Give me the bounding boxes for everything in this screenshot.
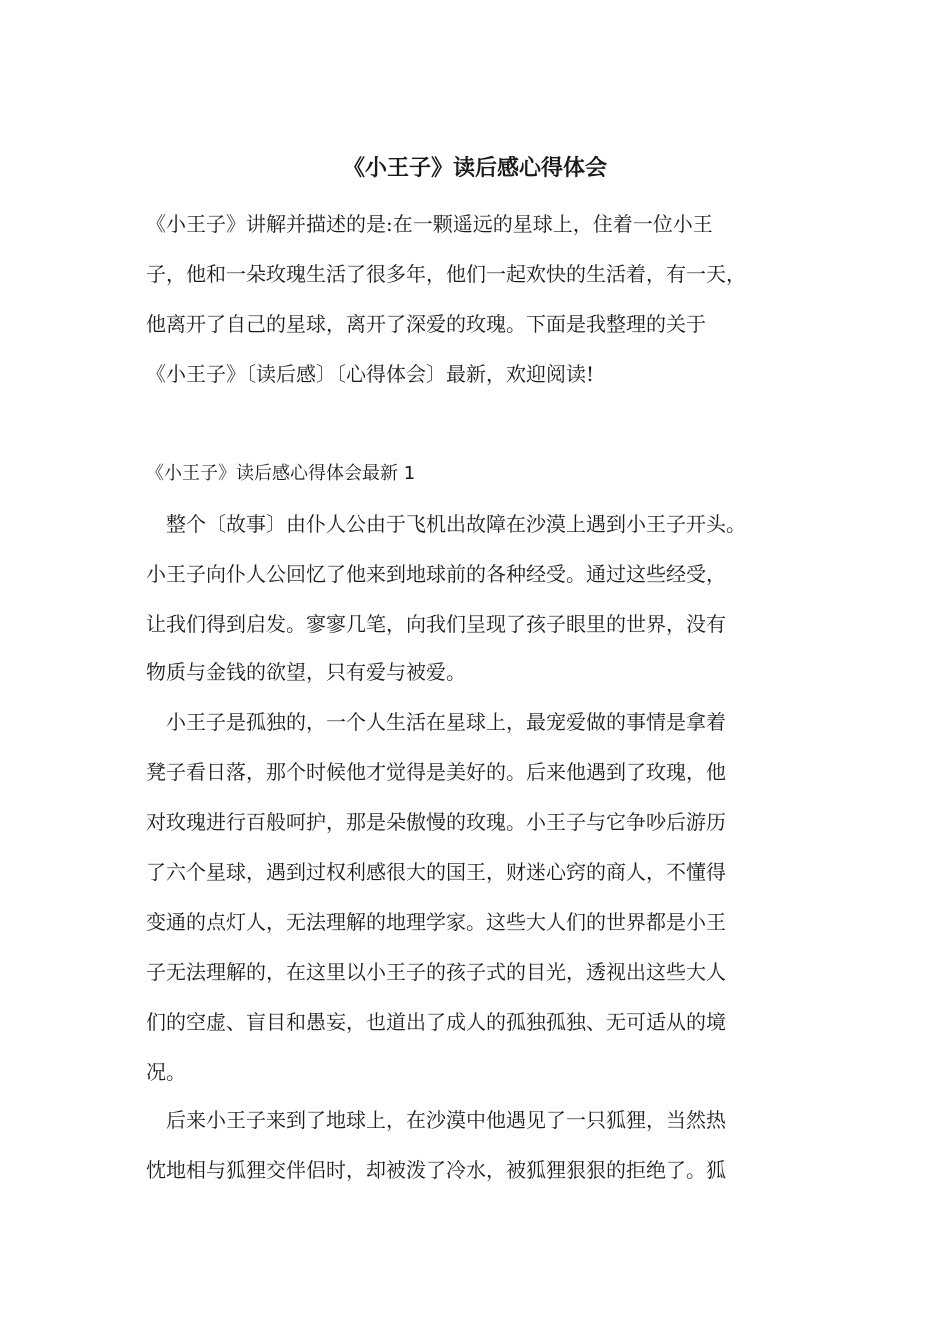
document-title: 《小王子》读后感心得体会 [342,156,607,181]
body-line: 了六个星球，遇到过权利感很大的国王，财迷心窍的商人，不懂得 [146,860,726,884]
body-line: 《小王子》讲解并描述的是:在一颗遥远的星球上，住着一位小王 [146,212,713,236]
body-line: 他离开了自己的星球，离开了深爱的玫瑰。下面是我整理的关于 [146,312,706,336]
body-line: 物质与金钱的欲望，只有爱与被爱。 [146,660,466,684]
body-line: 子无法理解的，在这里以小王子的孩子式的目光，透视出这些大人 [146,960,726,984]
body-line: 小王子向仆人公回忆了他来到地球前的各种经受。通过这些经受， [146,562,726,586]
body-line: 们的空虚、盲目和愚妄，也道出了成人的孤独孤独、无可适从的境 [146,1010,726,1034]
body-line: 况。 [146,1060,186,1084]
body-line: 整个〔故事〕由仆人公由于飞机出故障在沙漠上遇到小王子开头。 [166,512,746,536]
section-heading: 《小王子》读后感心得体会最新 1 [146,463,416,484]
body-line: 对玫瑰进行百般呵护，那是朵傲慢的玫瑰。小王子与它争吵后游历 [146,810,726,834]
body-line: 子，他和一朵玫瑰生活了很多年，他们一起欢快的生活着，有一天， [146,262,746,286]
body-line: 《小王子》〔读后感〕〔心得体会〕最新，欢迎阅读! [146,362,595,386]
body-line: 让我们得到启发。寥寥几笔，向我们呈现了孩子眼里的世界，没有 [146,612,726,636]
body-line: 凳子看日落，那个时候他才觉得是美好的。后来他遇到了玫瑰，他 [146,760,726,784]
body-line: 小王子是孤独的，一个人生活在星球上，最宠爱做的事情是拿着 [166,710,726,734]
body-line: 变通的点灯人，无法理解的地理学家。这些大人们的世界都是小王 [146,910,726,934]
body-line: 忱地相与狐狸交伴侣时，却被泼了冷水，被狐狸狠狠的拒绝了。狐 [146,1158,726,1182]
body-line: 后来小王子来到了地球上，在沙漠中他遇见了一只狐狸，当然热 [166,1108,726,1132]
